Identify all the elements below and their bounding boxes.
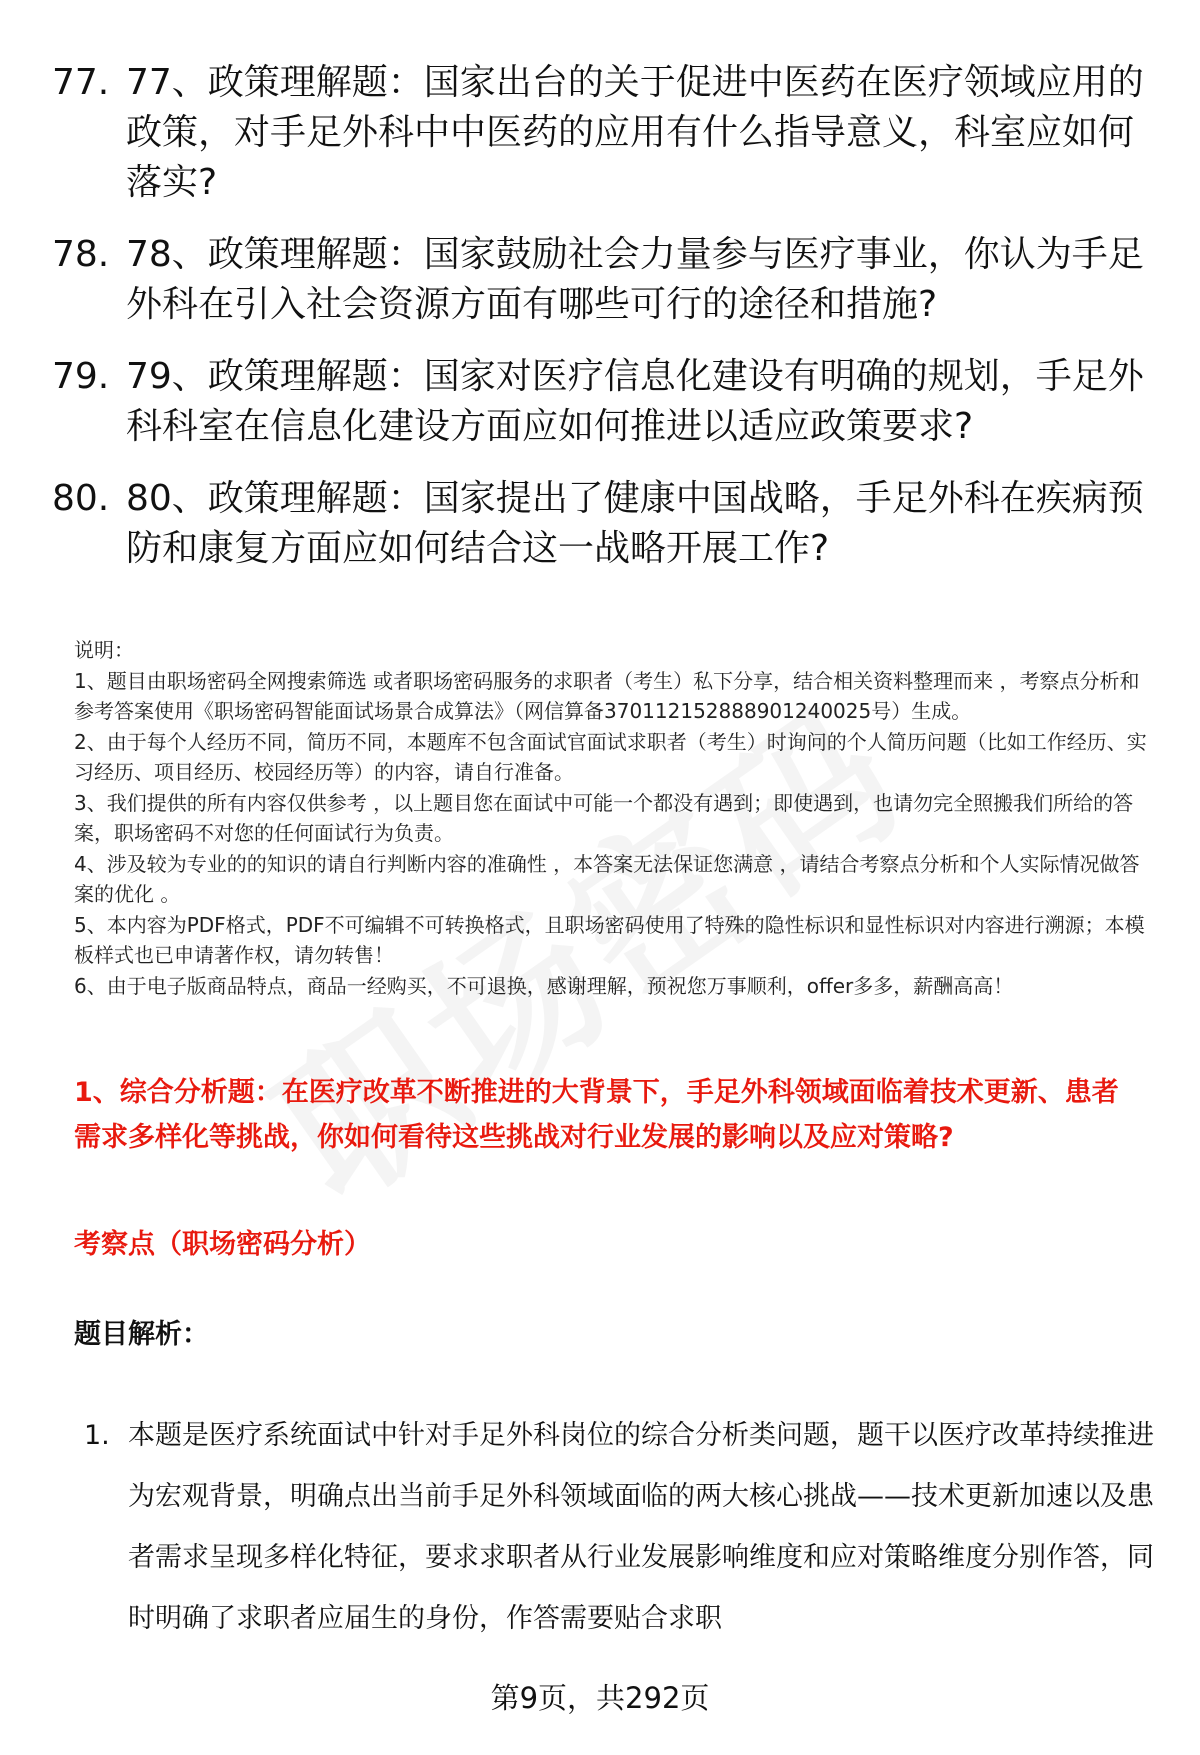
kaochadian-heading: 考察点（职场密码分析） [74, 1229, 371, 1260]
item-text: 80、政策理解题：国家提出了健康中国战略，手足外科在疾病预防和康复方面应如何结合这一战略开展工作? [126, 478, 1144, 569]
note-item: 5、本内容为PDF格式，PDF不可编辑不可转换格式，且职场密码使用了特殊的隐性标识和显性标识对内容进行溯源；本模板样式也已申请著作权，请勿转售！ [74, 912, 1145, 967]
analysis-body [84, 1405, 1154, 1649]
item-number: 77. [52, 62, 110, 103]
note-item: 6、由于电子版商品特点，商品一经购买，不可退换，感谢理解，预祝您万事顺利，offer多多，薪酬高高！ [74, 973, 1014, 998]
list-item [52, 352, 1152, 452]
analysis-heading: 题目解析： [74, 1319, 209, 1350]
notes-title: 说明： [74, 638, 134, 662]
page-footer: 第9页，共292页 [490, 1681, 710, 1715]
note-item: 4、涉及较为专业的的知识的请自行判断内容的准确性 ，本答案无法保证您满意 ，请结合考察点分析和个人实际情况做答案的优化 。 [74, 851, 1140, 906]
main-question: 1、综合分析题：在医疗改革不断推进的大背景下，手足外科领域面临着技术更新、患者需求多样化等挑战，你如何看待这些挑战对行业发展的影响以及应对策略? [74, 1077, 1119, 1153]
list-item [52, 58, 1152, 208]
item-text: 78、政策理解题：国家鼓励社会力量参与医疗事业，你认为手足外科在引入社会资源方面有哪些可行的途径和措施? [126, 234, 1144, 325]
note-item: 2、由于每个人经历不同，简历不同，本题库不包含面试官面试求职者（考生）时询问的个人简历问题（比如工作经历、实习经历、项目经历、校园经历等）的内容，请自行准备。 [74, 729, 1147, 784]
question-list [52, 58, 1152, 596]
list-item [52, 474, 1152, 574]
list-item [52, 230, 1152, 330]
item-text: 79、政策理解题：国家对医疗信息化建设有明确的规划，手足外科科室在信息化建设方面应如何推进以适应政策要求? [126, 356, 1144, 447]
item-text: 本题是医疗系统面试中针对手足外科岗位的综合分析类问题，题干以医疗改革持续推进为宏观背景，明确点出当前手足外科领域面临的两大核心挑战——技术更新加速以及患者需求呈现多样化特征，要求求职者从行业发展影响维度和应对策略维度分别作答，同时明确了求职者应届生的身份，作答需要贴合求职 [128, 1420, 1154, 1634]
item-number: 80. [52, 478, 110, 519]
item-number: 79. [52, 356, 110, 397]
item-text: 77、政策理解题：国家出台的关于促进中医药在医疗领域应用的政策，对手足外科中中医药的应用有什么指导意义，科室应如何落实? [126, 62, 1144, 203]
item-number: 1. [84, 1420, 110, 1451]
notes-section [74, 635, 1154, 1001]
note-item: 1、题目由职场密码全网搜索筛选 或者职场密码服务的求职者（考生）私下分享，结合相关资料整理而来 ，考察点分析和参考答案使用《职场密码智能面试场景合成算法》（网信算备370112152888901240025号）生成。 [74, 668, 1140, 723]
note-item: 3、我们提供的所有内容仅供参考 ，以上题目您在面试中可能一个都没有遇到；即使遇到，也请勿完全照搬我们所给的答案，职场密码不对您的任何面试行为负责。 [74, 790, 1134, 845]
item-number: 78. [52, 234, 110, 275]
